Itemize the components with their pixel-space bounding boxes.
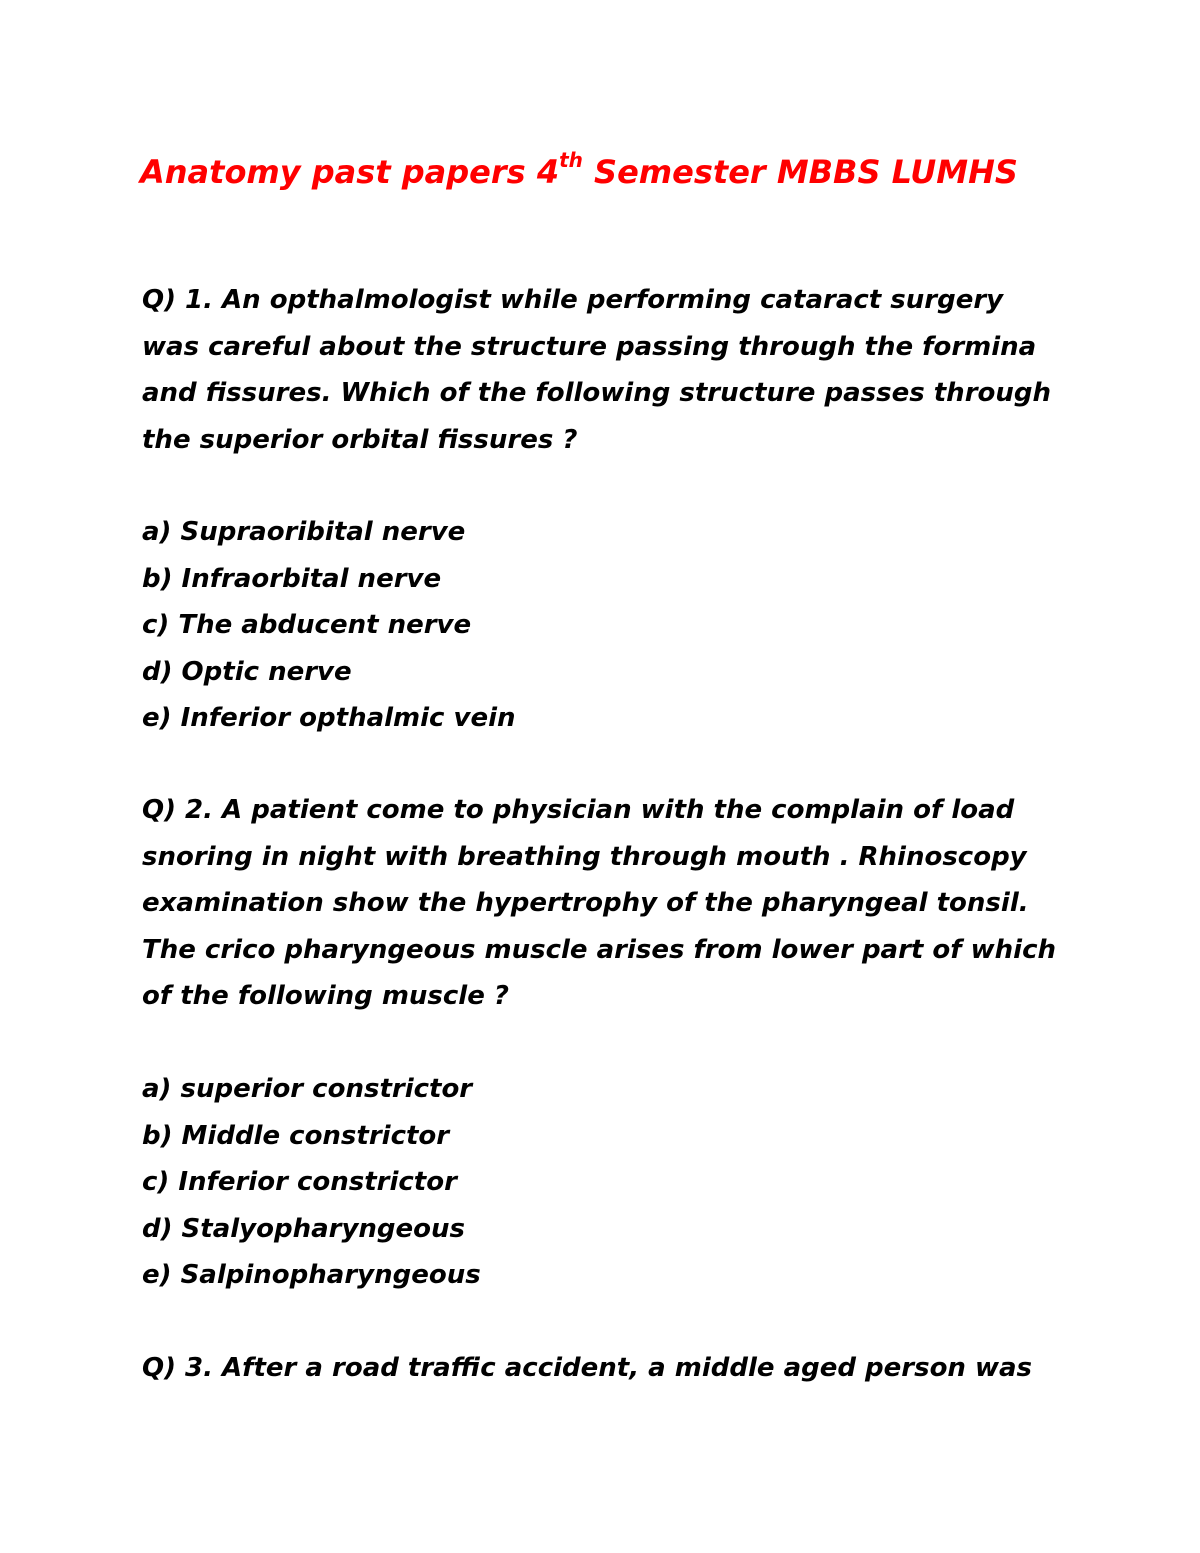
question-line: Q) 2. A patient come to physician with the complain of load [142,795,1015,825]
title-suffix: Semester MBBS LUMHS [582,153,1018,191]
title-superscript: th [559,148,583,173]
question-3-stem [142,1345,1102,1392]
question-1-stem [142,277,1102,463]
option-item: b) Infraorbital nerve [142,563,442,594]
question-line: was careful about the structure passing through the formina [142,331,1037,362]
option-item: a) Supraoribital nerve [142,517,466,547]
question-line: Q) 1. An opthalmologist while performing cataract surgery [142,285,1004,315]
option-item: b) Middle constrictor [142,1120,450,1151]
question-1-options [142,509,1102,742]
question-2-stem [142,787,1102,1020]
question-line: snoring in night with breathing through mouth . Rhinoscopy [142,841,1027,872]
question-line: Q) 3. After a road traffic accident, a middle aged person was [142,1353,1033,1383]
question-2-options [142,1066,1102,1299]
question-line: and fissures. Which of the following structure passes through [142,378,1052,408]
option-item: e) Salpinopharyngeous [142,1260,481,1290]
option-item: c) Inferior constrictor [142,1167,457,1197]
question-line: of the following muscle ? [142,981,509,1011]
option-item: e) Inferior opthalmic vein [142,703,516,733]
question-line: The crico pharyngeous muscle arises from lower part of which [142,934,1056,965]
option-item: a) superior constrictor [142,1074,473,1104]
option-item: d) Optic nerve [142,656,352,687]
document-title [140,146,1018,198]
question-line: the superior orbital fissures ? [142,424,578,455]
title-prefix: Anatomy past papers 4 [140,153,560,191]
option-item: d) Stalyopharyngeous [142,1213,466,1244]
question-line: examination show the hypertrophy of the pharyngeal tonsil. [142,888,1029,918]
option-item: c) The abducent nerve [142,610,472,640]
